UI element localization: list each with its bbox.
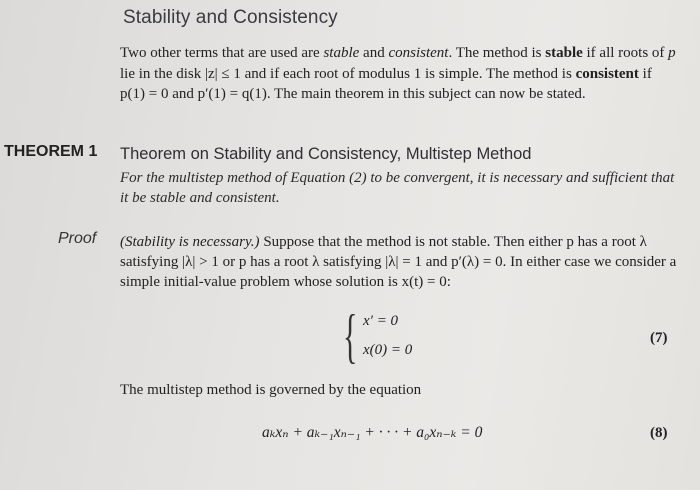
- para-text-6: if p(1) = 0 and p′(1) = q(1). The main theorem in this subject can now be stated.: [120, 65, 652, 102]
- definition-paragraph: [120, 43, 680, 105]
- proof-paragraph: [120, 232, 680, 292]
- system-line-2: x(0) = 0: [363, 342, 413, 358]
- governed-text: The multistep method is governed by the equation: [120, 382, 422, 398]
- symbol-p: p: [668, 45, 676, 61]
- para-text-4: if all roots of: [582, 45, 669, 61]
- term-consistent-italic: consistent: [388, 45, 449, 61]
- proof-label: Proof: [58, 230, 97, 247]
- section-heading: Stability and Consistency: [123, 7, 338, 28]
- equation-7-number: (7): [650, 330, 668, 346]
- equation-8-number: (8): [650, 425, 668, 441]
- system-line-1: x′ = 0: [363, 313, 399, 329]
- theorem-statement: For the multistep method of Equation (2) to be convergent, it is necessary and sufficient that it be stable and consistent.: [120, 170, 675, 206]
- para-text-3: . The method is: [448, 45, 546, 61]
- para-text-1: Two other terms that are used are: [120, 45, 324, 61]
- para-text-5: lie in the disk |z| ≤ 1 and if each root of modulus 1 is simple. The method is: [120, 65, 576, 82]
- theorem-title: Theorem on Stability and Consistency, Multistep Method: [120, 145, 532, 163]
- equation-8: aₖxₙ + aₖ₋₁xₙ₋₁ + · · · + a₀xₙ₋ₖ = 0: [262, 424, 483, 441]
- para-text-2: and: [359, 45, 389, 61]
- term-consistent-bold: consistent: [575, 65, 639, 82]
- proof-lead: (Stability is necessary.): [120, 234, 260, 250]
- theorem-label: THEOREM 1: [4, 143, 98, 160]
- term-stable-bold: stable: [545, 45, 583, 61]
- proof-text: Suppose that the method is not stable. Then either p has a root λ satisfying |λ| > 1 or p has a root λ satisfying |λ| = 1 and p′(λ) = 0. In either case we consider a simple initial-value problem whose solution is x(t) = 0:: [120, 234, 677, 290]
- term-stable-italic: stable: [323, 45, 360, 61]
- system-brace: {: [343, 303, 358, 369]
